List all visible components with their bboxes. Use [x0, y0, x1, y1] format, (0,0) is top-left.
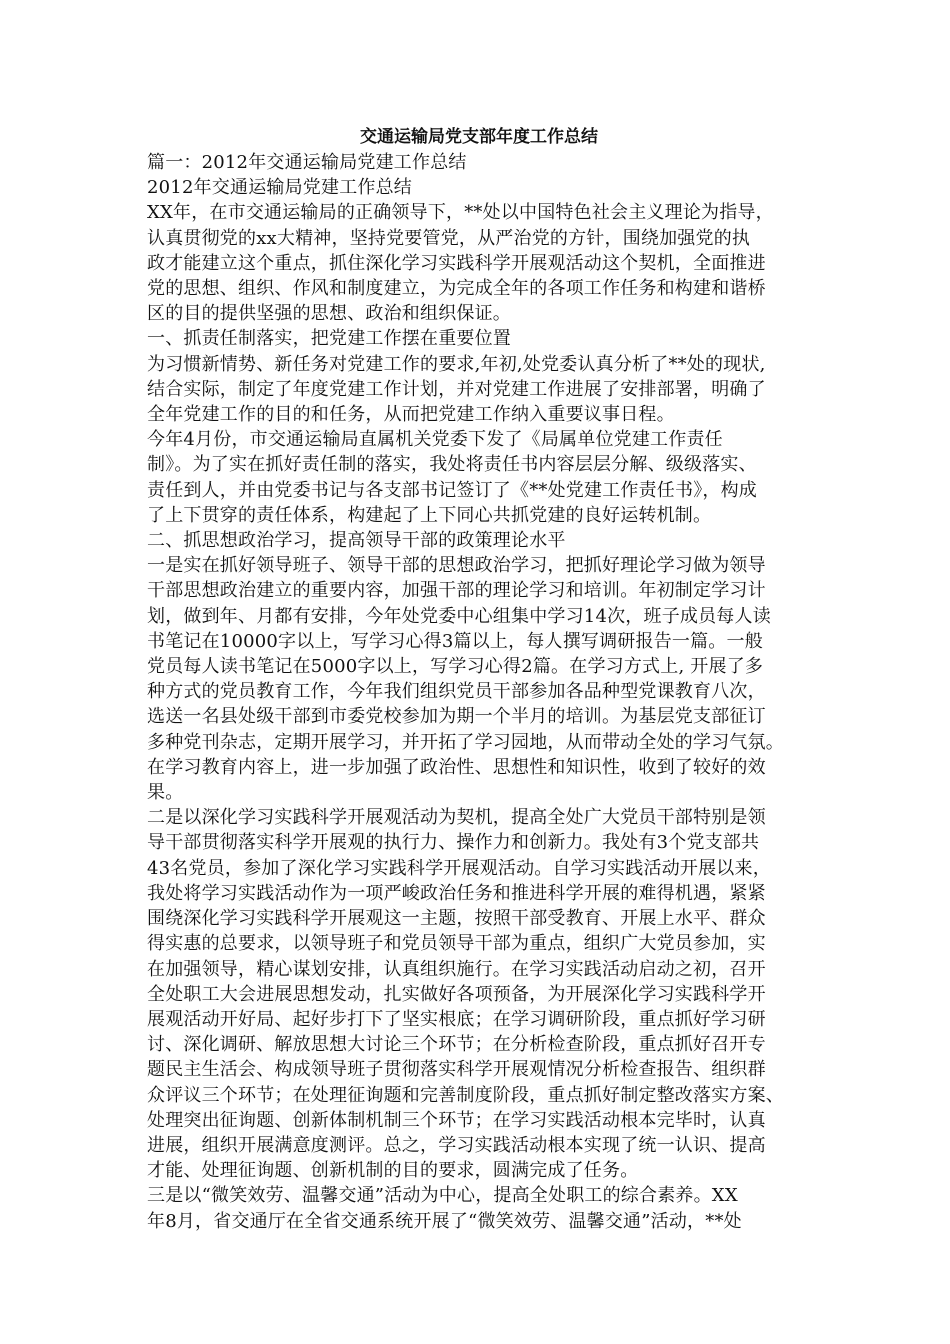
- text-line: 才能、处理征询题、创新机制的目的要求，圆满完成了任务。: [147, 1160, 639, 1182]
- text-line: 2012年交通运输局党建工作总结: [147, 177, 413, 199]
- text-line: 责任到人，并由党委书记与各支部书记签订了《**处党建工作责任书》，构成: [147, 479, 757, 501]
- text-line: 种方式的党员教育工作，今年我们组织党员干部参加各品种型党课教育八次，: [147, 681, 766, 703]
- text-line: 导干部贯彻落实科学开展观的执行力、操作力和创新力。我处有3个党支部共: [147, 832, 760, 854]
- text-line: 了上下贯穿的责任体系，构建起了上下同心共抓党建的良好运转机制。: [147, 504, 712, 526]
- document-body: [147, 150, 811, 1234]
- text-line: 一、抓责任制落实，把党建工作摆在重要位置: [147, 328, 511, 350]
- text-line: 区的目的提供坚强的思想、政治和组织保证。: [147, 303, 511, 325]
- text-line: 干部思想政治建立的重要内容，加强干部的理论学习和培训。年初制定学习计: [147, 580, 766, 602]
- text-line: 结合实际，制定了年度党建工作计划，并对党建工作进展了安排部署，明确了: [147, 378, 766, 400]
- text-line: XX年，在市交通运输局的正确领导下，**处以中国特色社会主义理论为指导，: [147, 202, 774, 224]
- text-line: 选送一名县处级干部到市委党校参加为期一个半月的培训。为基层党支部征订: [147, 706, 766, 728]
- text-line: 为习惯新情势、新任务对党建工作的要求,年初,处党委认真分析了**处的现状,: [147, 353, 766, 375]
- document-title: 交通运输局党支部年度工作总结: [360, 127, 598, 147]
- text-line: 在学习教育内容上，进一步加强了政治性、思想性和知识性，收到了较好的效: [147, 756, 766, 778]
- text-line: 进展，组织开展满意度测评。总之，学习实践活动根本实现了统一认识、提高: [147, 1134, 766, 1156]
- text-line: 众评议三个环节；在处理征询题和完善制度阶段，重点抓好制定整改落实方案、: [147, 1084, 784, 1106]
- text-line: 果。: [147, 782, 184, 804]
- text-line: 书笔记在10000字以上，写学习心得3篇以上，每人撰写调研报告一篇。一般: [147, 630, 763, 652]
- text-line: 认真贯彻党的xx大精神，坚持党要管党，从严治党的方针，围绕加强党的执: [147, 227, 751, 249]
- text-line: 篇一：2012年交通运输局党建工作总结: [147, 152, 467, 173]
- text-line: 制》。为了实在抓好责任制的落实，我处将责任书内容层层分解、级级落实、: [147, 454, 757, 476]
- text-line: 处理突出征询题、创新体制机制三个环节；在学习实践活动根本完毕时，认真: [147, 1109, 766, 1131]
- text-line: 全年党建工作的目的和任务，从而把党建工作纳入重要议事日程。: [147, 404, 675, 426]
- text-line: 党的思想、组织、作风和制度建立，为完成全年的各项工作任务和构建和谐桥: [147, 278, 766, 300]
- text-line: 得实惠的总要求，以领导班子和党员领导干部为重点，组织广大党员参加，实: [147, 933, 766, 955]
- text-line: 政才能建立这个重点，抓住深化学习实践科学开展观活动这个契机，全面推进: [147, 252, 766, 274]
- text-line: 在加强领导，精心谋划安排，认真组织施行。在学习实践活动启动之初，召开: [147, 958, 766, 980]
- document-page: [147, 124, 811, 1234]
- text-line: 43名党员，参加了深化学习实践科学开展观活动。自学习实践活动开展以来，: [147, 857, 771, 879]
- text-line: 划，做到年、月都有安排，今年处党委中心组集中学习14次，班子成员每人读: [147, 605, 771, 627]
- text-line: 多种党刊杂志，定期开展学习，并开拓了学习园地，从而带动全处的学习气氛。: [147, 731, 784, 753]
- text-line: 一是实在抓好领导班子、领导干部的思想政治学习，把抓好理论学习做为领导: [147, 555, 766, 577]
- text-line: 讨、深化调研、解放思想大讨论三个环节；在分析检查阶段，重点抓好召开专: [147, 1034, 766, 1056]
- text-line: 党员每人读书笔记在5000字以上，写学习心得2篇。在学习方式上, 开展了多: [147, 656, 764, 678]
- text-line: 二、抓思想政治学习，提高领导干部的政策理论水平: [147, 530, 566, 552]
- text-line: 全处职工大会进展思想发动，扎实做好各项预备，为开展深化学习实践科学开: [147, 983, 766, 1005]
- text-line: 展观活动开好局、起好步打下了坚实根底；在学习调研阶段，重点抓好学习研: [147, 1008, 766, 1030]
- text-line: 题民主生活会、构成领导班子贯彻落实科学开展观情况分析检查报告、组织群: [147, 1059, 766, 1081]
- text-line: 二是以深化学习实践科学开展观活动为契机，提高全处广大党员干部特别是领: [147, 807, 766, 829]
- text-line: 三是以“微笑效劳、温馨交通”活动为中心，提高全处职工的综合素养。XX: [147, 1185, 738, 1207]
- text-line: 今年4月份，市交通运输局直属机关党委下发了《局属单位党建工作责任: [147, 429, 723, 451]
- text-line: 年8月，省交通厅在全省交通系统开展了“微笑效劳、温馨交通”活动，**处: [147, 1210, 742, 1232]
- text-line: 围绕深化学习实践科学开展观这一主题，按照干部受教育、开展上水平、群众: [147, 908, 766, 930]
- text-line: 我处将学习实践活动作为一项严峻政治任务和推进科学开展的难得机遇，紧紧: [147, 882, 766, 904]
